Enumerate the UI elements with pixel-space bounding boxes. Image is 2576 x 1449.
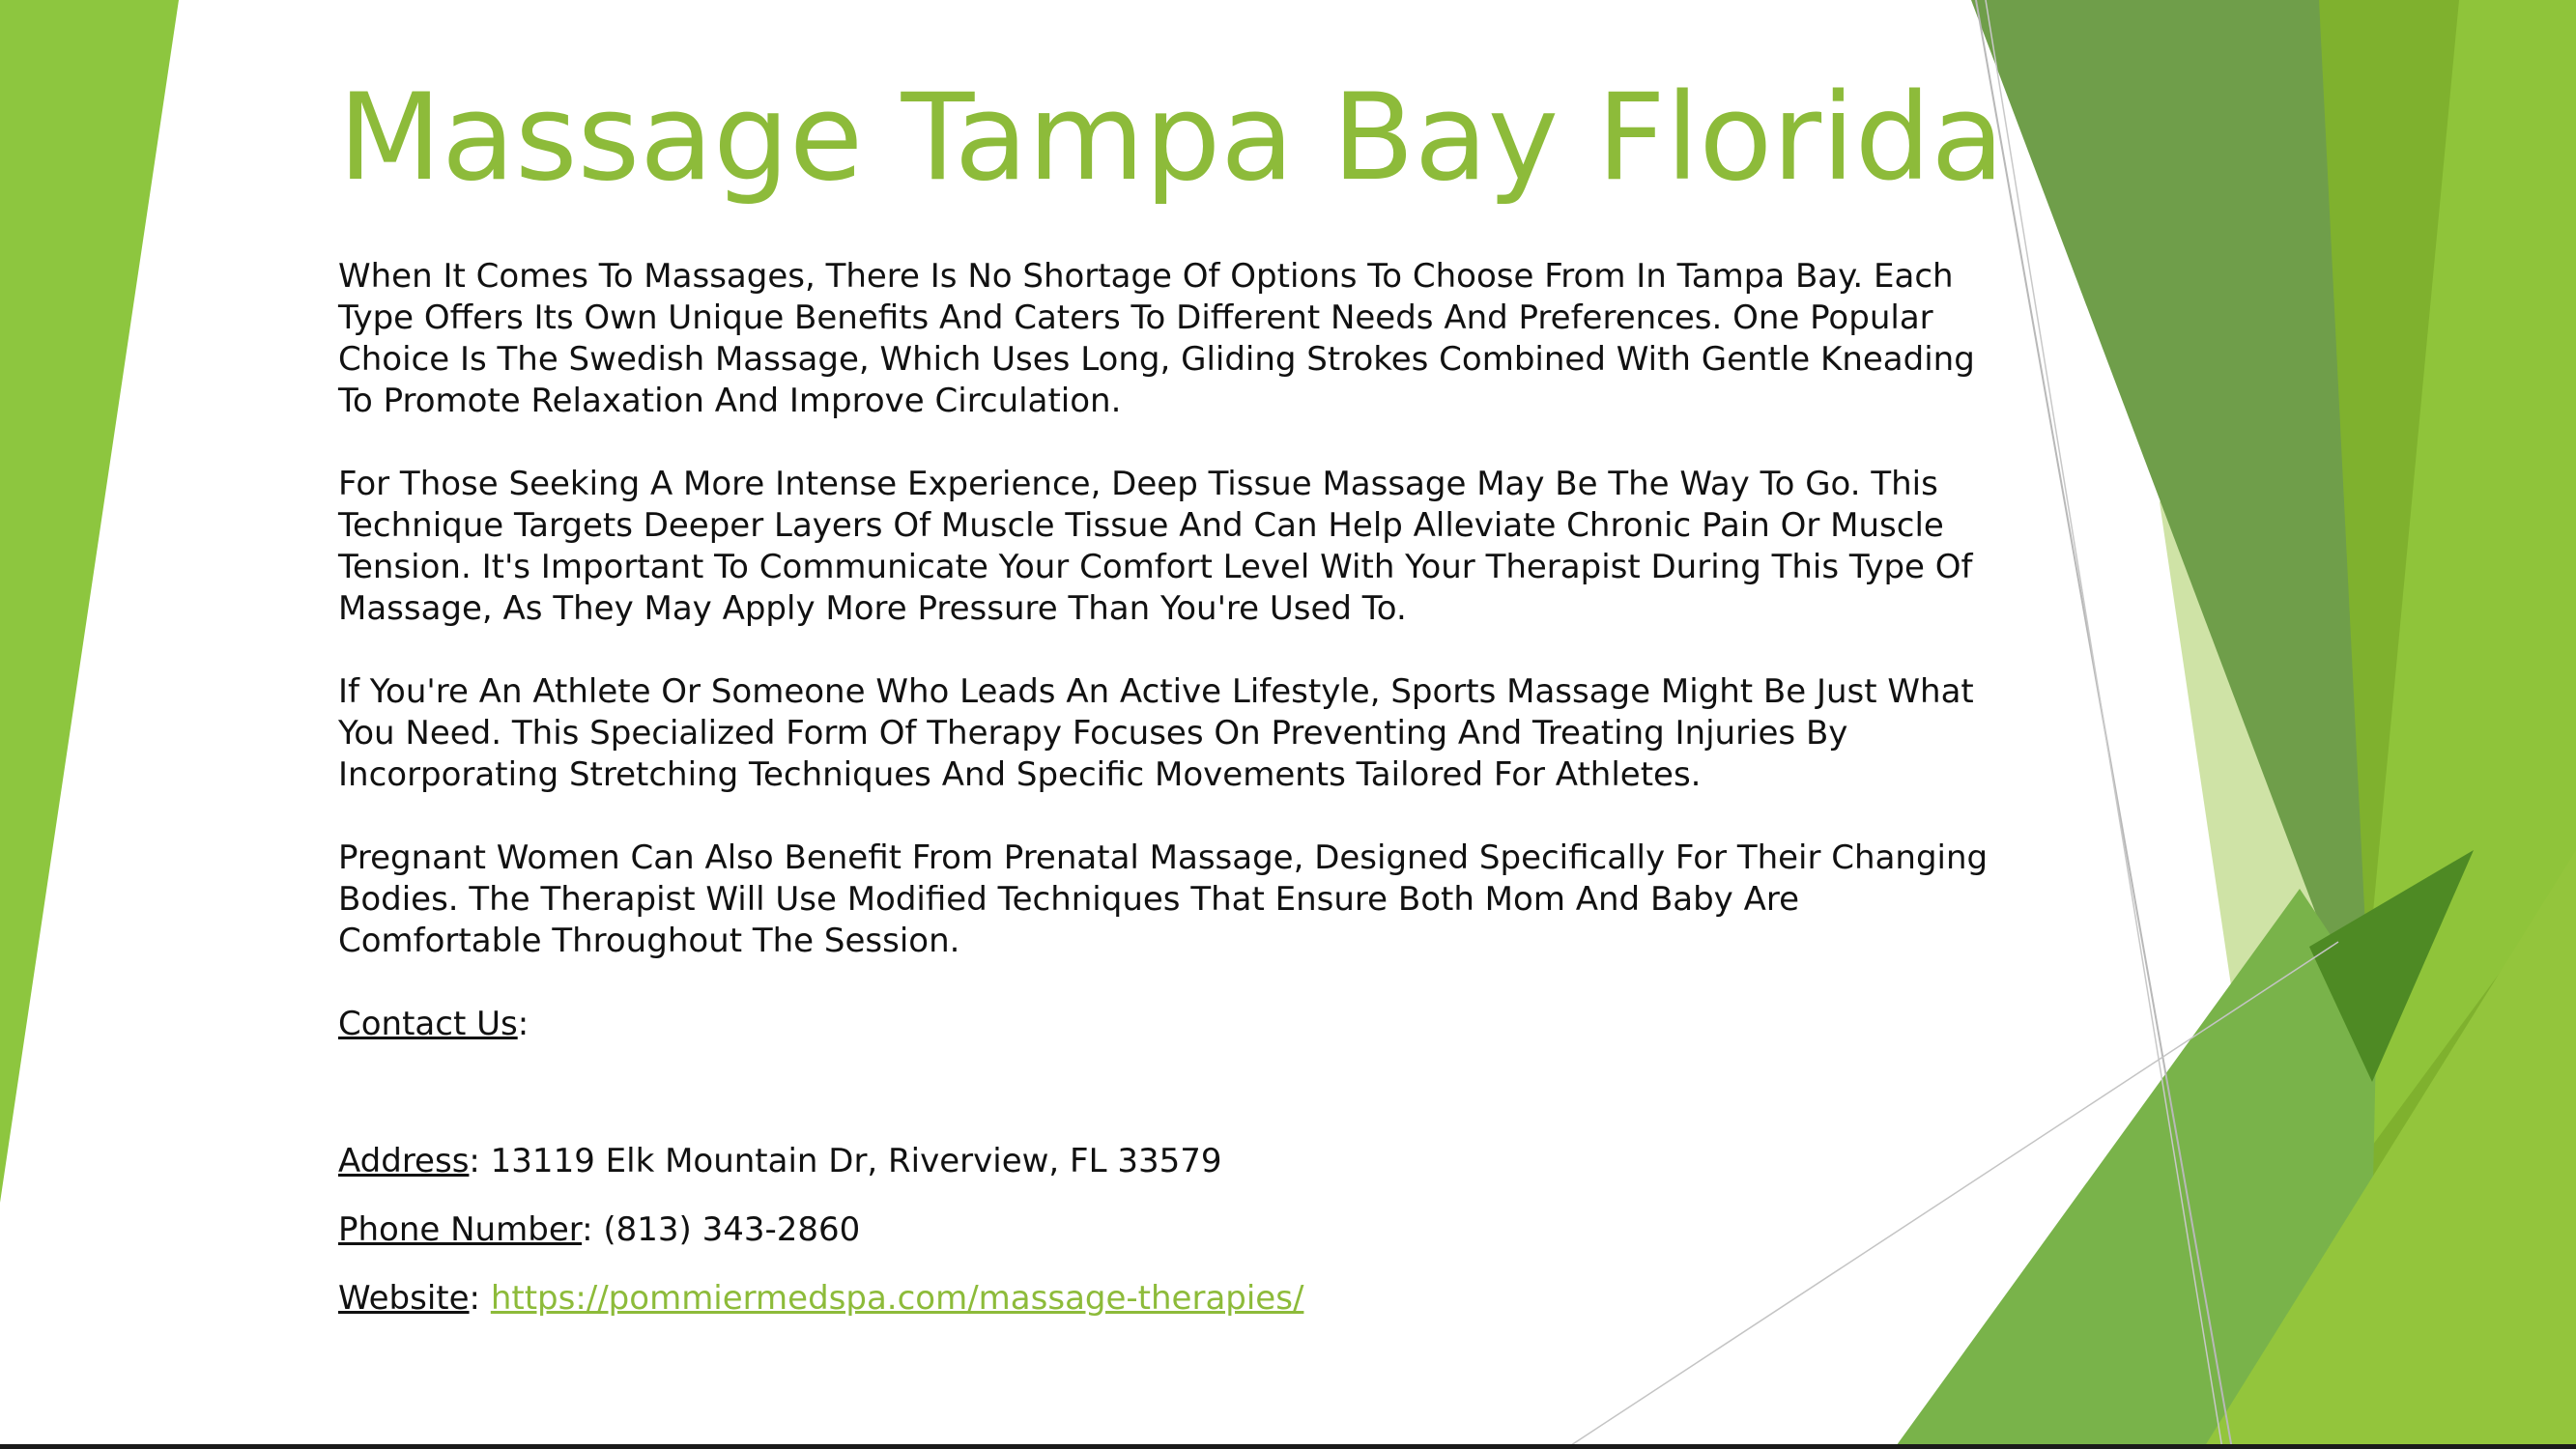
contact-heading-label: Contact Us xyxy=(338,1005,518,1043)
bottom-border xyxy=(0,1444,2576,1449)
phone-label: Phone Number xyxy=(338,1210,583,1249)
body-text xyxy=(338,256,2000,1347)
website-link[interactable]: https://pommiermedspa.com/massage-therapies/ xyxy=(490,1279,1304,1318)
address-value: 13119 Elk Mountain Dr, Riverview, FL 33579 xyxy=(490,1142,1222,1180)
paragraph-prenatal: Pregnant Women Can Also Benefit From Prenatal Massage, Designed Specifically For Their Changing Bodies. The Therapist Will Use Modified Techniques That Ensure Both Mom And Baby Are Comfortable Throughout The Session. xyxy=(338,838,1989,960)
paragraph-deep-tissue: For Those Seeking A More Intense Experience, Deep Tissue Massage May Be The Way To Go. This Technique Targets Deeper Layers Of Muscle Tissue And Can Help Alleviate Chronic Pain Or Muscle Tension. It's Important To Communicate Your Comfort Level With Your Therapist During This Type Of Massage, As They May Apply More Pressure Than You're Used To. xyxy=(338,465,1973,628)
address-label: Address xyxy=(338,1142,470,1180)
page-title: Massage Tampa Bay Florida xyxy=(338,69,2005,208)
website-line: Website: https://pommiermedspa.com/massage-therapies/ xyxy=(338,1279,1304,1318)
address-line: Address: 13119 Elk Mountain Dr, Riverview, FL 33579 xyxy=(338,1142,1222,1180)
website-label: Website xyxy=(338,1279,470,1318)
phone-line: Phone Number: (813) 343-2860 xyxy=(338,1210,861,1249)
right-dark-facet xyxy=(1971,0,2372,1063)
paragraph-sports: If You're An Athlete Or Someone Who Leads An Active Lifestyle, Sports Massage Might Be Just What You Need. This Specialized Form Of Therapy Focuses On Preventing And Treating Injuries By Incorporating Stretching Techniques And Specific Movements Tailored For Athletes. xyxy=(338,672,1974,794)
contact-heading: Contact Us: xyxy=(338,1005,530,1043)
phone-value: (813) 343-2860 xyxy=(603,1210,861,1249)
left-green-wedge xyxy=(0,0,179,1203)
paragraph-swedish: When It Comes To Massages, There Is No Shortage Of Options To Choose From In Tampa Bay. Each Type Offers Its Own Unique Benefits And Caters To Different Needs And Preferences. One Popular Choice Is The Swedish Massage, Which Uses Long, Gliding Strokes Combined With Gentle Kneading To Promote Relaxation And Improve Circulation. xyxy=(338,257,1975,420)
